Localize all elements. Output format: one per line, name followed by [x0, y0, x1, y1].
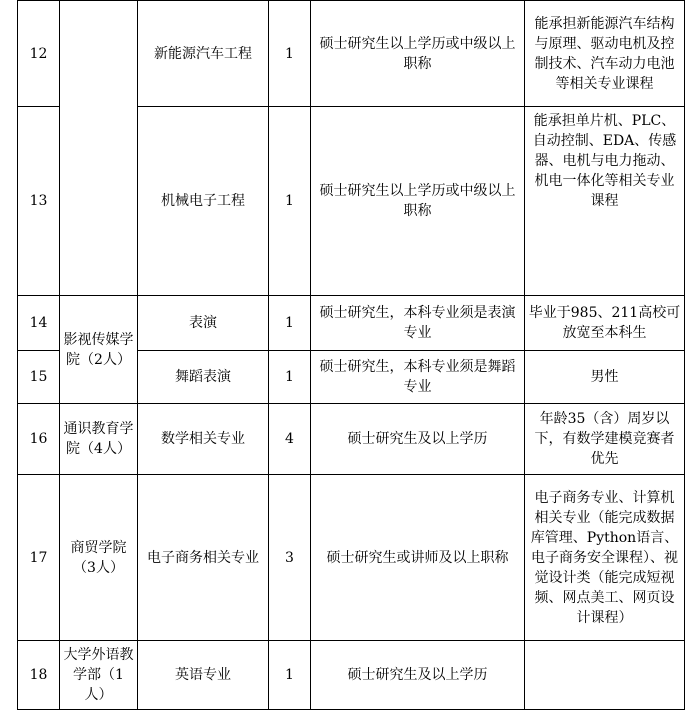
row-major: 表演 [138, 296, 269, 351]
row-note [525, 641, 685, 710]
row-count: 3 [269, 475, 311, 641]
row-seq: 18 [18, 641, 60, 710]
table-row [18, 404, 685, 475]
row-major: 电子商务相关专业 [138, 475, 269, 641]
row-seq: 12 [18, 1, 60, 107]
row-seq: 16 [18, 404, 60, 475]
department-cell: 大学外语教学部（1人） [60, 641, 138, 710]
row-count: 4 [269, 404, 311, 475]
table-row [18, 1, 685, 107]
row-count: 1 [269, 296, 311, 351]
row-requirement: 硕士研究生或讲师及以上职称 [311, 475, 525, 641]
row-requirement: 硕士研究生，本科专业须是舞蹈专业 [311, 351, 525, 404]
row-count: 1 [269, 107, 311, 296]
row-note: 能承担新能源汽车结构与原理、驱动电机及控制技术、汽车动力电池等相关专业课程 [525, 1, 685, 107]
row-requirement: 硕士研究生以上学历或中级以上职称 [311, 107, 525, 296]
row-major: 机械电子工程 [138, 107, 269, 296]
department-cell: 影视传媒学院（2人） [60, 296, 138, 404]
row-requirement: 硕士研究生，本科专业须是表演专业 [311, 296, 525, 351]
row-note: 男性 [525, 351, 685, 404]
row-requirement: 硕士研究生及以上学历 [311, 641, 525, 710]
row-note [525, 107, 685, 296]
department-cell: 商贸学院（3人） [60, 475, 138, 641]
row-note-text: 能承担单片机、PLC、自动控制、EDA、传感器、电机与电力拖动、机电一体化等相关专业课程 [532, 113, 677, 209]
row-note: 毕业于985、211高校可放宽至本科生 [525, 296, 685, 351]
department-cell: 通识教育学院（4人） [60, 404, 138, 475]
row-major: 新能源汽车工程 [138, 1, 269, 107]
row-requirement: 硕士研究生以上学历或中级以上职称 [311, 1, 525, 107]
recruitment-table [17, 0, 685, 710]
department-cell [60, 1, 138, 296]
row-count: 1 [269, 351, 311, 404]
row-major: 英语专业 [138, 641, 269, 710]
row-seq: 15 [18, 351, 60, 404]
row-count: 1 [269, 641, 311, 710]
row-seq: 17 [18, 475, 60, 641]
table-row [18, 475, 685, 641]
row-note: 电子商务专业、计算机相关专业（能完成数据库管理、Python语言、电子商务安全课程）、视觉设计类（能完成短视频、网点美工、网页设计课程） [525, 475, 685, 641]
row-seq: 14 [18, 296, 60, 351]
row-seq: 13 [18, 107, 60, 296]
row-requirement: 硕士研究生及以上学历 [311, 404, 525, 475]
table-row [18, 296, 685, 351]
row-major: 数学相关专业 [138, 404, 269, 475]
table-row [18, 641, 685, 710]
row-major: 舞蹈表演 [138, 351, 269, 404]
row-note: 年龄35（含）周岁以下，有数学建模竞赛者优先 [525, 404, 685, 475]
row-count: 1 [269, 1, 311, 107]
